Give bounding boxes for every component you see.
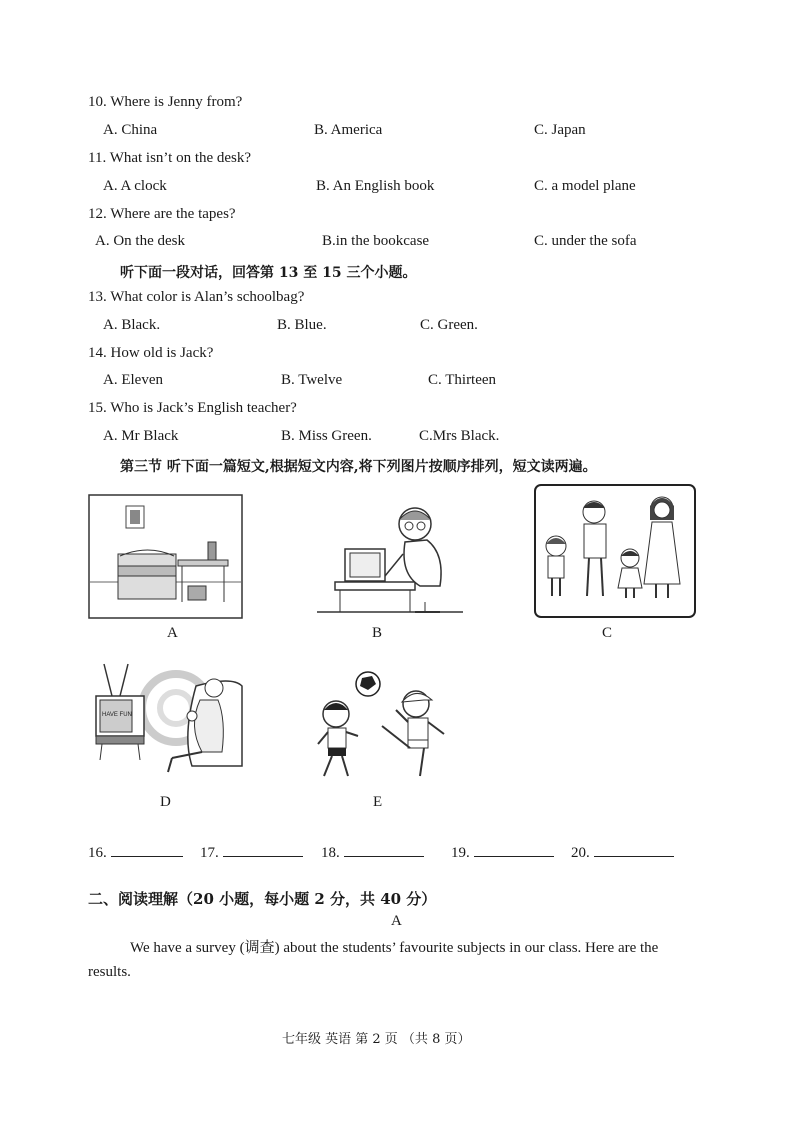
option-14c: C. Thirteen xyxy=(428,372,497,388)
option-15a: A. Mr Black xyxy=(103,428,179,444)
option-10b: B. America xyxy=(314,122,383,138)
picture-label-a: A xyxy=(167,625,178,641)
question-number: 11. xyxy=(88,150,107,166)
option-11b: B. An English book xyxy=(316,178,435,194)
option-10a: A. China xyxy=(103,122,158,138)
answer-17 xyxy=(200,842,303,862)
question-text: How old is Jack? xyxy=(110,345,214,361)
answer-number: 20. xyxy=(571,845,590,861)
answer-number: 18. xyxy=(321,845,340,861)
computer-picture xyxy=(315,494,465,619)
answer-blank-line[interactable] xyxy=(594,842,674,857)
option-11c: C. a model plane xyxy=(534,178,636,194)
picture-label-b: B xyxy=(372,625,383,641)
question-10 xyxy=(88,94,242,111)
option-11a: A. A clock xyxy=(103,178,167,194)
passage-line-2: results. xyxy=(88,964,131,980)
question-text: What color is Alan’s schoolbag? xyxy=(110,289,305,305)
bedroom-picture xyxy=(88,494,243,619)
answer-20 xyxy=(571,842,674,862)
answer-number: 19. xyxy=(451,845,470,861)
question-text: Where is Jenny from? xyxy=(110,94,243,110)
part-two-heading: 二、阅读理解（20 小题，每小题 2 分，共 40 分） xyxy=(88,890,437,908)
question-text: Where are the tapes? xyxy=(110,206,236,222)
answer-number: 16. xyxy=(88,845,107,861)
question-11 xyxy=(88,150,251,167)
section-instruction-2: 第三节 听下面一篇短文,根据短文内容,将下列图片按顺序排列，短文读两遍。 xyxy=(120,459,597,475)
answer-blank-line[interactable] xyxy=(474,842,554,857)
option-12c: C. under the sofa xyxy=(534,233,637,249)
option-15b: B. Miss Green. xyxy=(281,428,372,444)
question-number: 14. xyxy=(88,345,107,361)
question-12 xyxy=(88,206,236,223)
question-13 xyxy=(88,289,304,306)
section-instruction-1: 听下面一段对话，回答第 13 至 15 三个小题。 xyxy=(120,265,417,281)
option-12a: A. On the desk xyxy=(95,233,185,249)
tv-picture xyxy=(92,656,250,786)
answer-blank-line[interactable] xyxy=(223,842,303,857)
option-14b: B. Twelve xyxy=(281,372,343,388)
page-footer: 七年级 英语 第 2 页 （共 8 页） xyxy=(282,1032,471,1047)
answer-18 xyxy=(321,842,424,862)
family-picture xyxy=(534,484,696,618)
answer-19 xyxy=(451,842,554,862)
picture-label-c: C xyxy=(602,625,613,641)
question-14 xyxy=(88,345,213,362)
answer-blank-line[interactable] xyxy=(344,842,424,857)
tv-sign-text: HAVE FUN xyxy=(102,712,132,718)
option-13c: C. Green. xyxy=(420,317,478,333)
option-13a: A. Black. xyxy=(103,317,161,333)
answer-16 xyxy=(88,842,183,862)
option-14a: A. Eleven xyxy=(103,372,163,388)
question-number: 15. xyxy=(88,400,107,416)
question-number: 13. xyxy=(88,289,107,305)
option-13b: B. Blue. xyxy=(277,317,327,333)
answer-number: 17. xyxy=(200,845,219,861)
question-text: What isn’t on the desk? xyxy=(109,150,252,166)
option-10c: C. Japan xyxy=(534,122,586,138)
question-15 xyxy=(88,400,297,417)
answer-blank-line[interactable] xyxy=(111,842,183,857)
passage-label: A xyxy=(391,913,402,929)
picture-label-d: D xyxy=(160,794,171,810)
question-text: Who is Jack’s English teacher? xyxy=(110,400,297,416)
option-12b: B.in the bookcase xyxy=(322,233,430,249)
passage-line-1: We have a survey (调查) about the students’ favourite subjects in our class. Here are the xyxy=(130,940,659,956)
question-number: 10. xyxy=(88,94,107,110)
picture-label-e: E xyxy=(373,794,383,810)
option-15c: C.Mrs Black. xyxy=(419,428,500,444)
soccer-picture xyxy=(312,664,462,784)
question-number: 12. xyxy=(88,206,107,222)
